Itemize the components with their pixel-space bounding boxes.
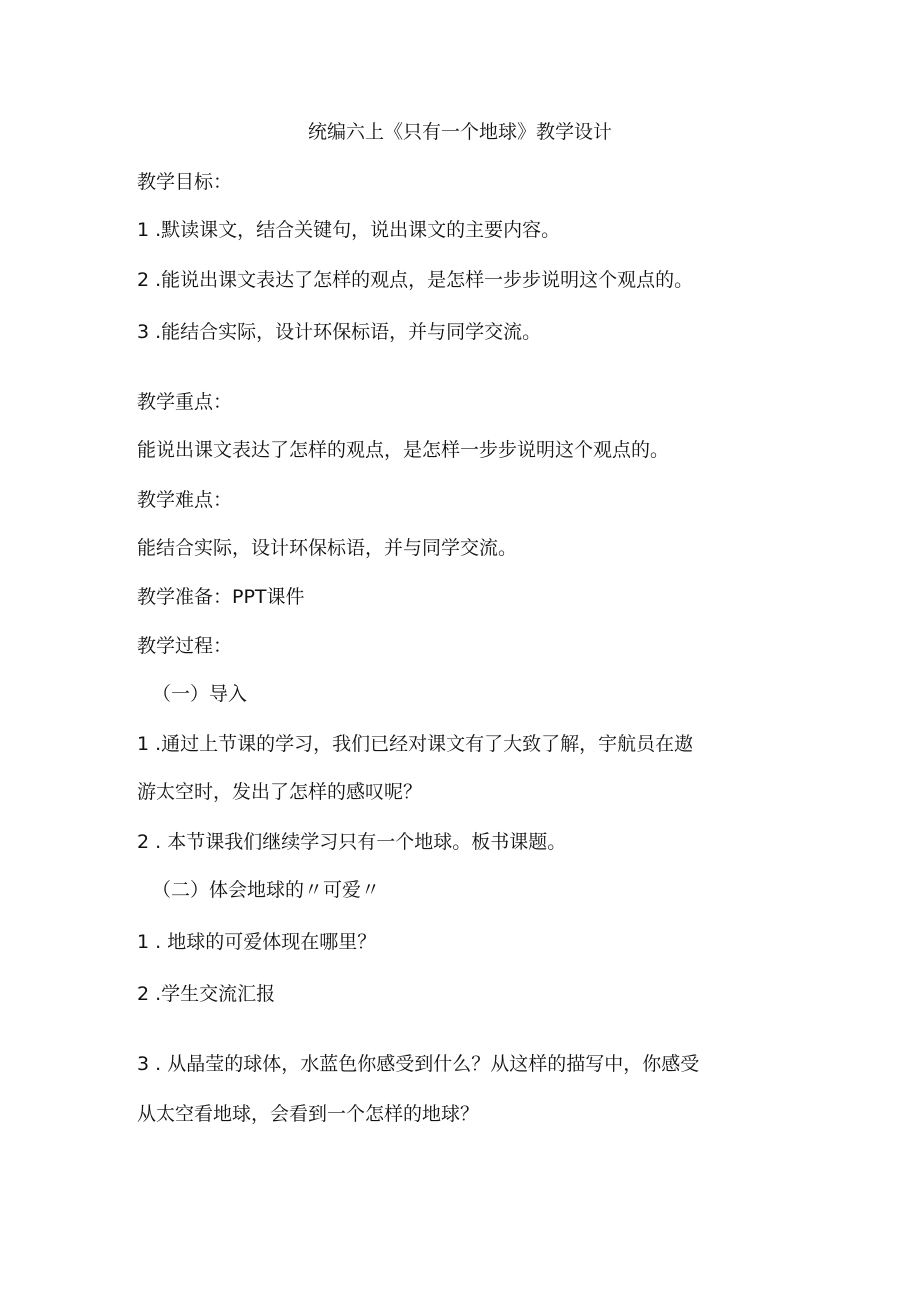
key-points-heading: 教学重点： — [137, 391, 233, 413]
intro-item-1-line-1: 1 .通过上节课的学习，我们已经对课文有了大致了解，宇航员在遨 — [137, 733, 694, 755]
section-intro-heading: （一）导入 — [152, 683, 248, 705]
earth-item-3-line-2: 从太空看地球，会看到一个怎样的地球？ — [137, 1103, 480, 1125]
goal-item-1: 1 .默读课文，结合关键句，说出课文的主要内容。 — [137, 219, 561, 241]
earth-item-2: 2 .学生交流汇报 — [137, 983, 276, 1005]
intro-item-1-line-2: 游太空时，发出了怎样的感叹呢？ — [137, 781, 423, 803]
section-earth-heading: （二）体会地球的〃可爱〃 — [152, 879, 381, 901]
teaching-goals-heading: 教学目标： — [137, 171, 233, 193]
key-points-text: 能说出课文表达了怎样的观点，是怎样一步步说明这个观点的。 — [137, 439, 670, 461]
process-heading: 教学过程： — [137, 635, 233, 657]
earth-item-1: 1 . 地球的可爱体现在哪里？ — [137, 931, 377, 953]
preparation-line: 教学准备：PPT课件 — [137, 586, 305, 608]
intro-item-2: 2 . 本节课我们继续学习只有一个地球。板书课题。 — [137, 831, 567, 853]
difficult-points-heading: 教学难点： — [137, 489, 233, 511]
document-title: 统编六上《只有一个地球》教学设计 — [307, 121, 612, 143]
earth-item-3-line-1: 3 . 从晶莹的球体，水蓝色你感受到什么？从这样的描写中，你感受 — [137, 1053, 700, 1075]
goal-item-3: 3 .能结合实际，设计环保标语，并与同学交流。 — [137, 321, 542, 343]
difficult-points-text: 能结合实际，设计环保标语，并与同学交流。 — [137, 537, 518, 559]
goal-item-2: 2 .能说出课文表达了怎样的观点，是怎样一步步说明这个观点的。 — [137, 269, 694, 291]
